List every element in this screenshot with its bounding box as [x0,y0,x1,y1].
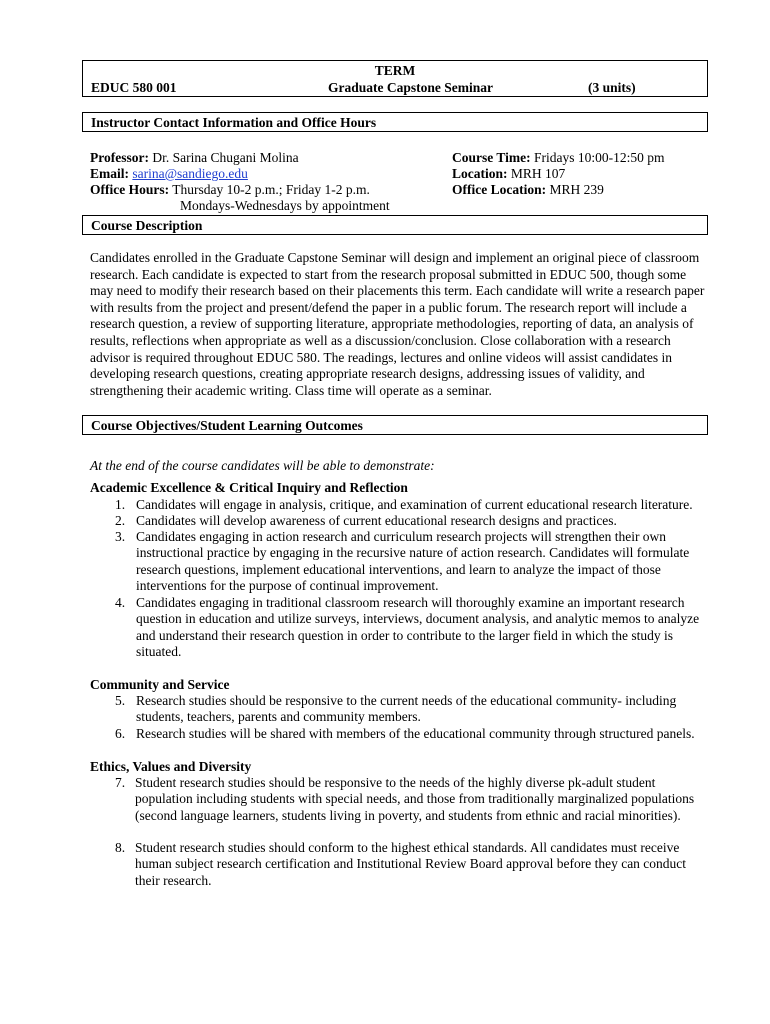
objectives-section-header [82,415,708,435]
list-item-text: Candidates will engage in analysis, critique, and examination of current educational research literature. [136,497,693,512]
course-time-label: Course Time: [452,150,531,165]
list-item [115,513,710,529]
list-item-text: Research studies will be shared with members of the educational community through structured panels. [136,726,695,741]
list-item-text: Candidates engaging in traditional classroom research will thoroughly examine an important research question in education and utilize surveys, interviews, document analysis, and analytic memos to analyze and understand their research question in order to contribute to the larger field in which the study is situated. [136,595,700,659]
list-item-number: 4. [115,595,126,610]
instructor-section-header [82,112,708,132]
course-time-line [452,150,665,166]
email-link[interactable]: sarina@sandiego.edu [132,166,248,181]
course-header-box [82,60,708,97]
professor-label: Professor: [90,150,149,165]
office-location-value: MRH 239 [546,182,604,197]
group-community-title: Community and Service [90,677,230,692]
list-item-number: 7. [115,775,126,790]
group-academic-title: Academic Excellence & Critical Inquiry and Reflection [90,480,408,495]
objectives-intro: At the end of the course candidates will be able to demonstrate: [90,458,435,473]
list-item-number: 5. [115,693,126,708]
list-item-text: Candidates will develop awareness of current educational research designs and practices. [136,513,617,528]
list-item-text: Candidates engaging in action research and curriculum research projects will strengthen their own instructional practice by engaging in the recursive nature of action research. Candidates will formulate research questions, implement educational interventions, and learn to analyze the impact of those interventions for the purpose of continual improvement. [136,529,690,593]
list-item-text: Student research studies should conform to the highest ethical standards. All candidates must receive human subject research certification and Institutional Review Board approval before they can conduct their research. [135,840,687,888]
office-hours-extra: Mondays-Wednesdays by appointment [180,198,390,213]
location-line [452,166,565,182]
group-ethics-title: Ethics, Values and Diversity [90,759,252,774]
list-item-number: 3. [115,529,126,544]
list-item [115,775,710,824]
list-item [115,726,710,742]
office-hours-value: Thursday 10-2 p.m.; Friday 1-2 p.m. [169,182,370,197]
course-description-text: Candidates enrolled in the Graduate Capstone Seminar will design and implement an original piece of classroom research. Each candidate is expected to start from the research proposal submitted in EDUC 500, though some may need to modify their research based on their placements this term. Each candidate will write a research paper with results from the project and present/defend the paper in a public forum. The research report will include a research question, a review of supporting literature, appropriate methodologies, reporting of data, an analysis of results, reflections when appropriate as well as a discussion/conclusion. Close collaboration with a research advisor is required throughout EDUC 580. The readings, lectures and online videos will assist candidates in developing research questions, creating appropriate research designs, addressing issues of validity, and strengthening their academic writing. Class time will operate as a seminar. [90,250,705,398]
location-value: MRH 107 [507,166,566,181]
professor-value: Dr. Sarina Chugani Molina [148,150,299,165]
list-item [115,529,710,594]
description-section-header [82,215,708,235]
list-item [115,497,710,513]
term-label: TERM [374,63,416,78]
list-item [115,595,710,660]
course-code: EDUC 580 001 [91,80,177,95]
office-hours-line [90,182,370,198]
course-units: (3 units) [588,80,636,95]
list-item [115,693,710,726]
instructor-section-heading: Instructor Contact Information and Office Hours [91,115,377,130]
list-item-number: 2. [115,513,126,528]
course-time-value: Fridays 10:00-12:50 pm [530,150,665,165]
email-line [90,166,248,182]
office-location-line [452,182,604,198]
description-section-heading: Course Description [91,218,203,233]
objectives-section-heading: Course Objectives/Student Learning Outcomes [91,418,363,433]
list-item-text: Research studies should be responsive to the current needs of the educational community- including students, teachers, parents and community members. [136,693,677,725]
list-item-number: 6. [115,726,126,741]
office-hours-label: Office Hours: [90,182,170,197]
course-title: Graduate Capstone Seminar [328,80,493,95]
location-label: Location: [452,166,508,181]
list-item-number: 1. [115,497,126,512]
list-item-number: 8. [115,840,126,855]
list-item [115,840,710,889]
professor-line [90,150,299,166]
office-location-label: Office Location: [452,182,547,197]
email-label: Email: [90,166,129,181]
list-item-text: Student research studies should be responsive to the needs of the highly diverse pk-adult student population including students with special needs, and those from traditionally marginalized populations (second language learners, students living in poverty, and students from ethnic and racial minorities). [135,775,695,823]
